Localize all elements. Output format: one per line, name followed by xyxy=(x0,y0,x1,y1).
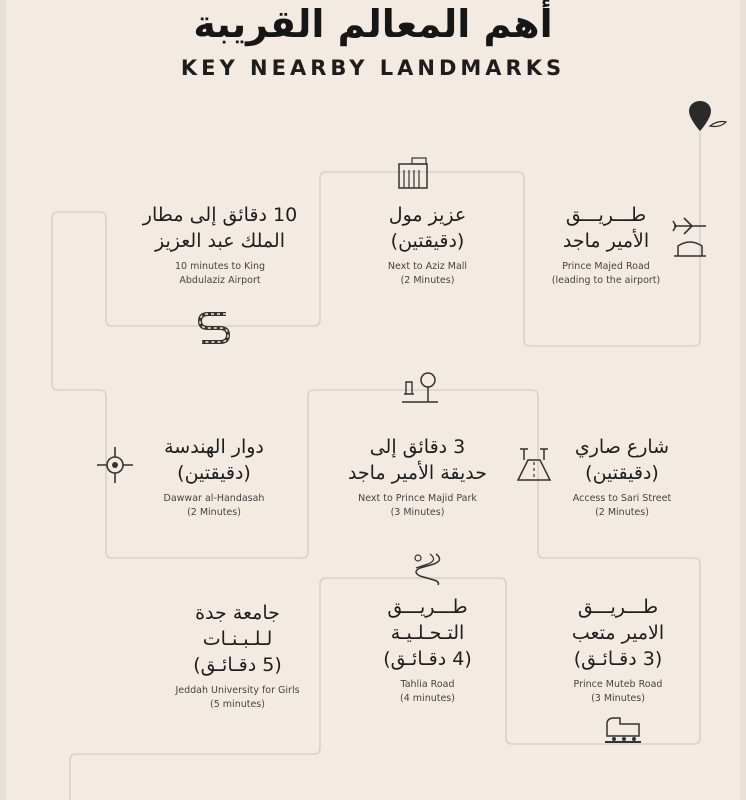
landmark-card-sari-street xyxy=(552,434,692,520)
landmark-label-en: Access to Sari Street xyxy=(572,493,672,504)
landmark-label-en: Next to Prince Majid Park xyxy=(358,493,477,504)
landmark-subtitle-ar: الامير متعب xyxy=(571,622,665,644)
landmark-detail-en: (2 Minutes) xyxy=(400,275,455,286)
landmark-subtitle-ar: (دقيقتين) xyxy=(177,462,251,484)
landmark-label-en: Dawwar al-Handasah xyxy=(163,493,265,504)
landmark-title-ar: شارع صاري xyxy=(574,436,670,458)
park-trees-icon xyxy=(398,370,442,404)
landmark-card-prince-majed-road xyxy=(536,202,676,288)
winding-road-icon xyxy=(410,552,446,586)
landmark-subtitle-ar: لـلـبـنـات xyxy=(202,628,273,650)
landmark-card-prince-muteb-road xyxy=(548,594,688,706)
landmark-detail-en: (4 minutes) xyxy=(400,693,455,704)
landmark-subtitle-ar: التـحـلـيـة xyxy=(390,622,465,644)
landmark-card-jeddah-university xyxy=(140,600,335,712)
landmark-detail-en: (leading to the airport) xyxy=(551,275,661,286)
airplane-airport-icon xyxy=(672,216,708,258)
landmark-subtitle-ar: حديقة الأمير ماجد xyxy=(347,462,488,484)
landmark-label-en: 10 minutes to King xyxy=(174,261,266,272)
landmark-title-ar: جامعة جدة xyxy=(195,602,280,624)
landmark-detail-en: (5 minutes) xyxy=(210,699,265,710)
landmark-title-ar: طـــريـــق xyxy=(565,204,647,226)
map-pin-icon xyxy=(688,100,728,134)
landmark-title-ar: طـــريـــق xyxy=(577,596,659,618)
landmark-label-en: Prince Muteb Road xyxy=(573,679,663,690)
landmark-subtitle-ar: (دقيقتين) xyxy=(585,462,659,484)
landmark-title-ar: طـــريـــق xyxy=(387,596,468,618)
landmark-subtitle-ar: الأمير ماجد xyxy=(562,230,650,252)
landmark-detail-en: Abdulaziz Airport xyxy=(179,275,261,286)
train-icon xyxy=(604,714,642,746)
mall-building-icon xyxy=(396,156,432,190)
landmark-detail-en: (3 Minutes) xyxy=(591,693,645,704)
landmark-subtitle-ar: الملك عبد العزيز xyxy=(155,230,285,252)
landmark-card-tahlia-road xyxy=(345,594,510,706)
landmark-label-en: Tahlia Road xyxy=(400,679,455,690)
landmark-title-ar: دوار الهندسة xyxy=(164,436,264,458)
landmark-duration-ar: (3 دقـائـق) xyxy=(573,648,663,670)
landmark-detail-en: (2 Minutes) xyxy=(187,507,241,518)
landmark-card-airport xyxy=(130,202,310,288)
landmark-detail-en: (3 Minutes) xyxy=(390,507,445,518)
road-s-pin-icon xyxy=(196,308,234,344)
landmark-subtitle-ar: (دقيقتين) xyxy=(390,230,465,252)
landmark-card-prince-majid-park xyxy=(335,434,500,520)
landmark-detail-en: (2 Minutes) xyxy=(595,507,649,518)
street-lamps-icon xyxy=(516,446,552,482)
landmark-label-en: Prince Majed Road xyxy=(562,261,650,272)
landmark-label-en: Next to Aziz Mall xyxy=(387,261,468,272)
landmark-title-ar: 10 دقائق إلى مطار xyxy=(142,204,298,226)
page-title-arabic: أهم المعالم القريبة xyxy=(193,2,553,46)
landmark-duration-ar: (5 دقـائـق) xyxy=(193,654,282,676)
landmark-title-ar: 3 دقائق إلى xyxy=(369,436,466,458)
roundabout-icon xyxy=(96,446,134,484)
landmark-label-en: Jeddah University for Girls xyxy=(175,685,300,696)
landmark-title-ar: عزيز مول xyxy=(388,204,467,226)
landmark-card-aziz-mall xyxy=(345,202,510,288)
landmark-duration-ar: (4 دقـائـق) xyxy=(383,648,472,670)
landmark-card-dawwar-al-handasah xyxy=(140,434,288,520)
page-title-english: KEY NEARBY LANDMARKS xyxy=(180,56,566,80)
